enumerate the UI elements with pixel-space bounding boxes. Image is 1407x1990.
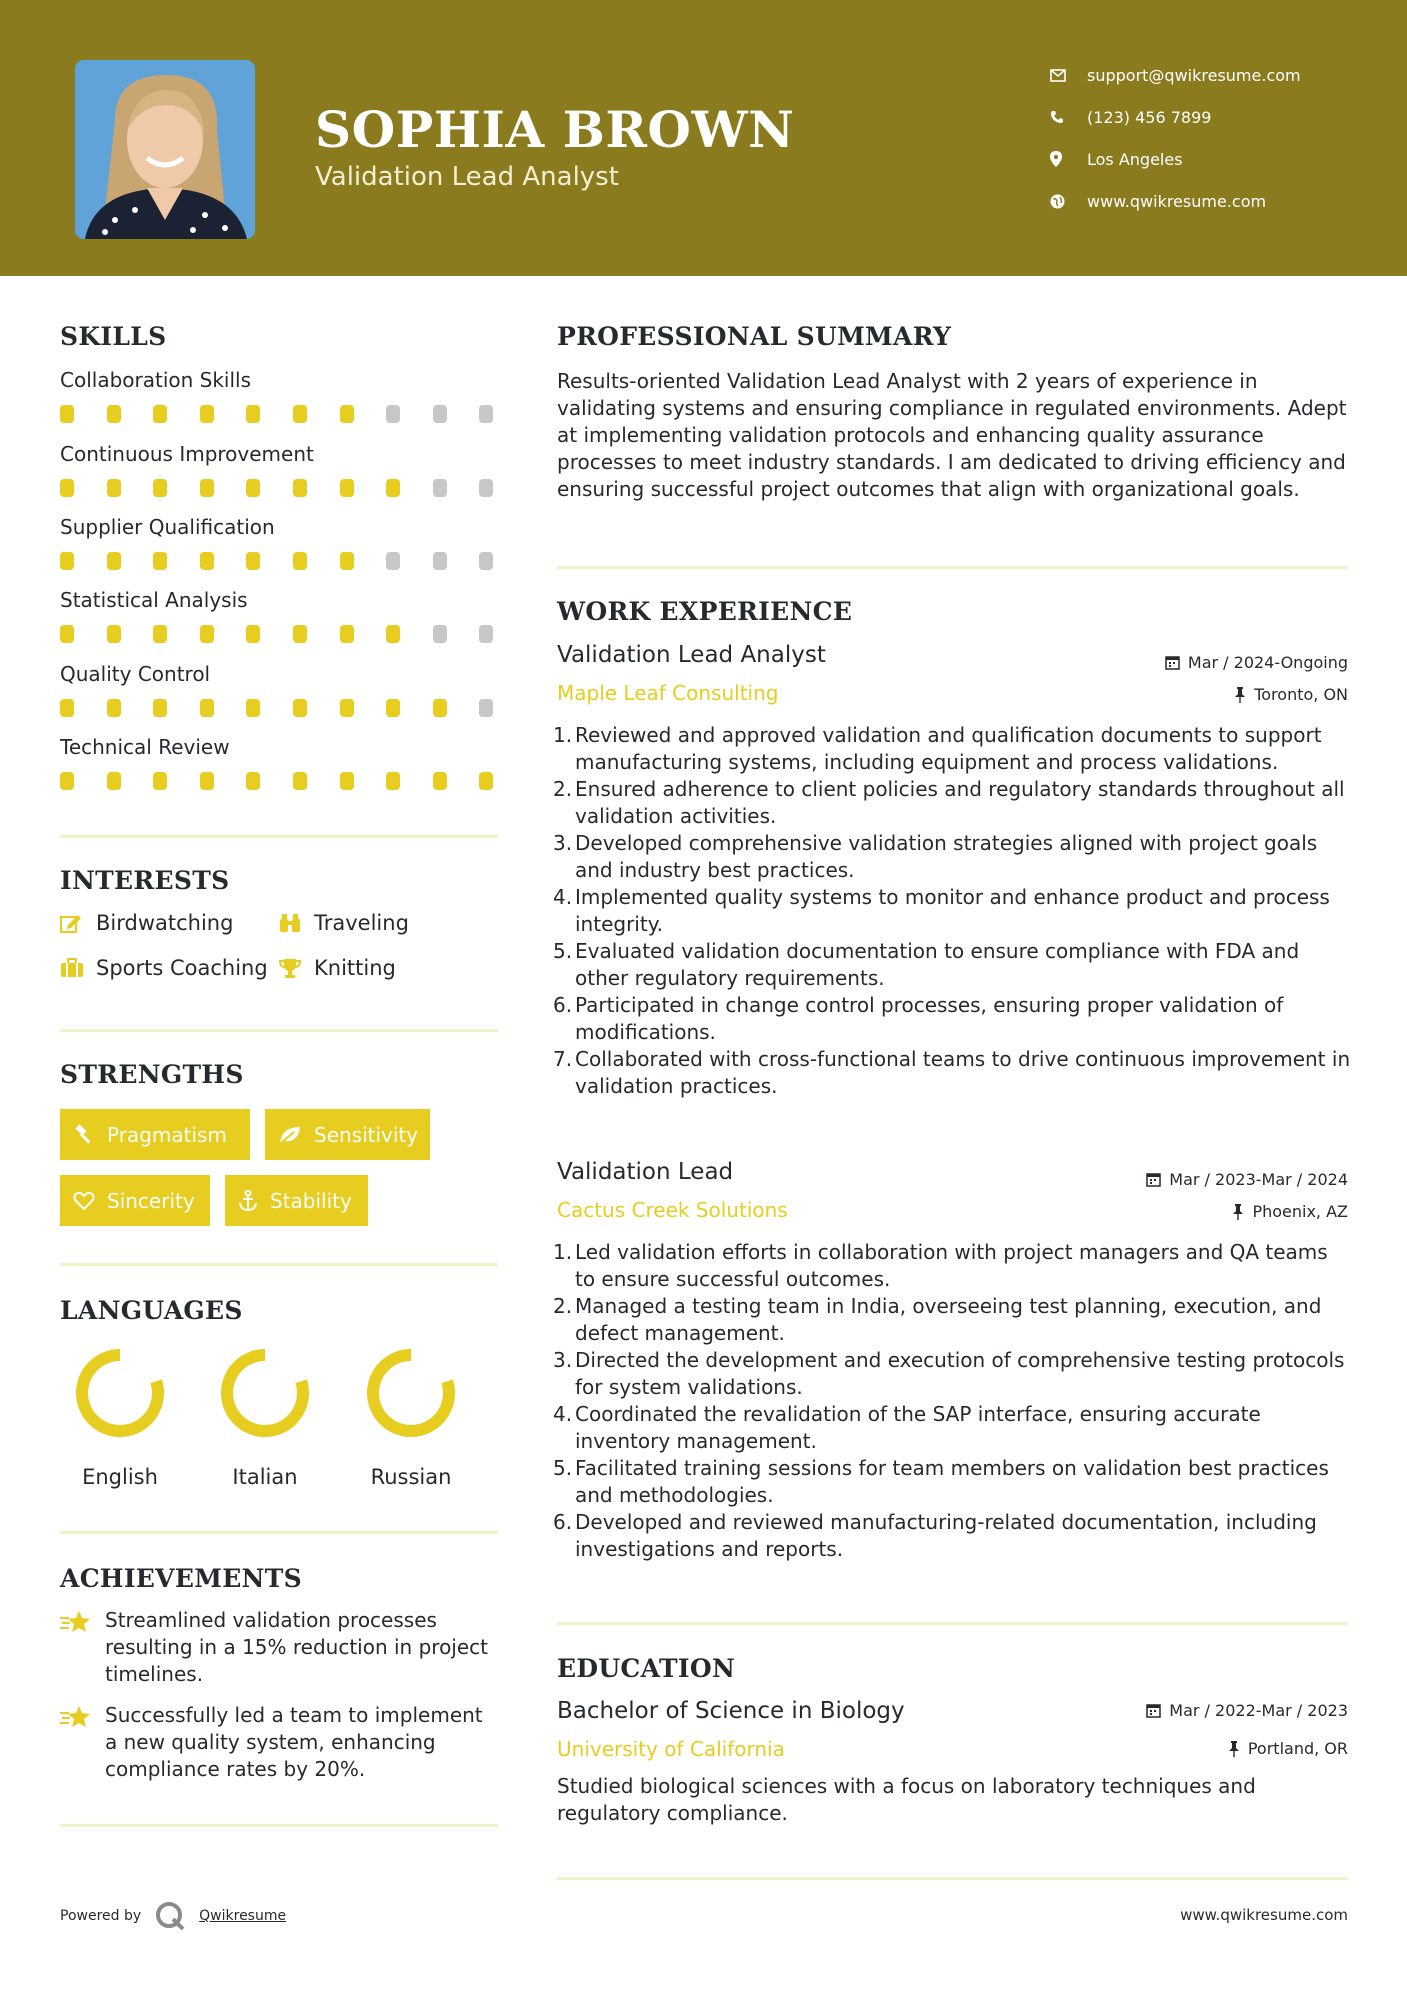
skill-dot-empty: [479, 479, 493, 497]
skill-dot-empty: [433, 552, 447, 570]
education-location: [1228, 1739, 1348, 1758]
section-divider: [60, 1824, 498, 1827]
job-dates-text: Mar / 2023-Mar / 2024: [1169, 1170, 1348, 1189]
language-proficiency-ring: [219, 1347, 311, 1439]
summary-heading: PROFESSIONAL SUMMARY: [557, 322, 952, 351]
calendar-icon: [1165, 655, 1180, 670]
skill-dot-filled: [340, 625, 354, 643]
skill-dot-filled: [107, 699, 121, 717]
company-name: Cactus Creek Solutions: [557, 1198, 788, 1222]
proficiency-arc: [82, 1355, 158, 1431]
skill-dot-filled: [60, 625, 74, 643]
calendar-icon: [1146, 1703, 1161, 1718]
pushpin-icon: [1228, 1741, 1240, 1757]
skill-dot-filled: [340, 479, 354, 497]
skill-dot-empty: [479, 625, 493, 643]
skill-label: Quality Control: [60, 662, 211, 686]
strengths-heading: STRENGTHS: [60, 1060, 244, 1089]
languages-heading: LANGUAGES: [60, 1296, 243, 1325]
skill-dot-filled: [293, 405, 307, 423]
job-dates-text: Mar / 2024-Ongoing: [1187, 653, 1348, 672]
globe-icon: [1050, 192, 1087, 210]
skill-dot-filled: [340, 552, 354, 570]
list-item: 5. Facilitated training sessions for team members on validation best practices and methodologies.: [553, 1456, 1329, 1507]
contact-email[interactable]: [1050, 54, 1301, 96]
degree-title: Bachelor of Science in Biology: [557, 1698, 905, 1724]
language-label: Russian: [370, 1465, 452, 1489]
skill-dot-filled: [200, 405, 214, 423]
proficiency-arc: [227, 1355, 303, 1431]
interest-item: [278, 956, 396, 980]
footer-url[interactable]: www.qwikresume.com: [1180, 1906, 1348, 1924]
skill-dot-filled: [293, 479, 307, 497]
achievement-item: [60, 1607, 500, 1688]
skill-rating: [60, 405, 498, 423]
skill-dot-filled: [340, 405, 354, 423]
skill-dot-filled: [293, 552, 307, 570]
list-item: 1. Reviewed and approved validation and qualification documents to support manufacturing systems, including equipment and process validations.: [553, 723, 1322, 774]
strength-label: Sensitivity: [314, 1122, 419, 1147]
language-proficiency-ring: [365, 1347, 457, 1439]
strength-badge: [225, 1175, 368, 1226]
section-divider: [60, 1263, 498, 1266]
section-divider: [60, 1029, 498, 1032]
section-divider: [60, 1531, 498, 1534]
shooting-star-icon: [60, 1702, 105, 1783]
interest-label: Knitting: [314, 956, 396, 980]
interest-label: Birdwatching: [96, 911, 234, 935]
job-location: [1232, 1202, 1348, 1221]
strength-badge: [60, 1109, 250, 1160]
skill-dot-empty: [433, 405, 447, 423]
skill-rating: [60, 479, 498, 497]
skill-dot-empty: [433, 479, 447, 497]
skill-dot-filled: [200, 699, 214, 717]
skill-label: Collaboration Skills: [60, 368, 252, 392]
gavel-icon: [73, 1124, 95, 1146]
job-location-text: Toronto, ON: [1254, 685, 1348, 704]
job-dates: [1146, 1170, 1348, 1189]
skill-dot-filled: [200, 625, 214, 643]
contact-website[interactable]: [1050, 180, 1301, 222]
resume-header: [0, 0, 1407, 276]
skill-dot-filled: [433, 699, 447, 717]
interest-label: Traveling: [314, 911, 409, 935]
contact-email-text: support@qwikresume.com: [1087, 65, 1301, 85]
skill-label: Continuous Improvement: [60, 442, 314, 466]
skill-dot-filled: [60, 552, 74, 570]
qwikresume-logo-icon: [155, 1901, 185, 1931]
skill-rating: [60, 772, 498, 790]
skill-dot-empty: [479, 552, 493, 570]
skill-dot-filled: [107, 479, 121, 497]
list-item: 2. Managed a testing team in India, overseeing test planning, execution, and defect management.: [553, 1294, 1322, 1345]
skill-dot-filled: [153, 625, 167, 643]
achievement-text: Successfully led a team to implement a new quality system, enhancing compliance rates by 20%.: [105, 1703, 483, 1781]
pushpin-icon: [1232, 1204, 1244, 1220]
skill-dot-filled: [340, 772, 354, 790]
skill-rating: [60, 552, 498, 570]
skill-dot-filled: [60, 772, 74, 790]
education-description: Studied biological sciences with a focus on laboratory techniques and regulatory compliance.: [557, 1774, 1256, 1825]
leaf-icon: [278, 1125, 302, 1145]
skill-dot-empty: [386, 405, 400, 423]
section-divider: [557, 566, 1348, 569]
skill-dot-filled: [433, 772, 447, 790]
strength-label: Stability: [270, 1188, 352, 1213]
briefcase-icon: [60, 958, 96, 978]
skill-dot-filled: [153, 772, 167, 790]
skill-dot-filled: [107, 405, 121, 423]
job-title: Validation Lead Analyst: [557, 642, 826, 668]
skill-dot-filled: [107, 625, 121, 643]
proficiency-arc: [373, 1355, 449, 1431]
language-label: English: [82, 1465, 158, 1489]
profile-photo: [75, 60, 255, 239]
job-title: Validation Lead: [557, 1159, 734, 1185]
pushpin-icon: [1234, 687, 1246, 703]
list-item: 5. Evaluated validation documentation to ensure compliance with FDA and other regulatory requirements.: [553, 939, 1300, 990]
footer-powered-by: [60, 1901, 286, 1931]
list-item: 6. Developed and reviewed manufacturing-related documentation, including investigations and reports.: [553, 1510, 1317, 1561]
skills-heading: SKILLS: [60, 322, 167, 351]
achievement-item: [60, 1702, 500, 1783]
summary-text: Results-oriented Validation Lead Analyst with 2 years of experience in validating systems and ensuring compliance in regulated environments. Adept at implementing validation protocols and enhancing quality assurance processes to meet industry standards. I am dedicated to driving efficiency and ensuring successful project outcomes that align with organizational goals.: [557, 369, 1347, 501]
list-item: 2. Ensured adherence to client policies and regulatory standards throughout all validation activities.: [553, 777, 1345, 828]
brand-link[interactable]: Qwikresume: [199, 1908, 287, 1924]
shooting-star-icon: [60, 1607, 105, 1688]
skill-dot-filled: [246, 772, 260, 790]
heart-icon: [73, 1191, 95, 1211]
skill-rating: [60, 699, 498, 717]
strength-badge: [265, 1109, 430, 1160]
skill-dot-filled: [246, 625, 260, 643]
skill-dot-filled: [107, 772, 121, 790]
school-name: University of California: [557, 1737, 785, 1761]
language-proficiency-ring: [74, 1347, 166, 1439]
skill-dot-filled: [153, 479, 167, 497]
envelope-icon: [1050, 66, 1087, 84]
section-divider: [60, 835, 498, 838]
experience-heading: WORK EXPERIENCE: [557, 597, 853, 626]
skill-dot-filled: [200, 772, 214, 790]
achievements-heading: ACHIEVEMENTS: [60, 1564, 302, 1593]
education-location-text: Portland, OR: [1247, 1739, 1348, 1758]
section-divider: [557, 1622, 1348, 1625]
job-responsibilities: [553, 722, 1353, 1100]
skill-label: Technical Review: [60, 735, 230, 759]
list-item: 1. Led validation efforts in collaboration with project managers and QA teams to ensure successful outcomes.: [553, 1240, 1328, 1291]
contact-phone-text: (123) 456 7899: [1087, 107, 1212, 127]
binoculars-icon: [278, 913, 314, 933]
skill-dot-filled: [293, 625, 307, 643]
skill-dot-filled: [293, 772, 307, 790]
job-responsibilities: [553, 1239, 1353, 1563]
interest-item: [60, 956, 268, 980]
pencil-square-icon: [60, 913, 96, 933]
skill-dot-filled: [246, 552, 260, 570]
skill-dot-filled: [246, 479, 260, 497]
phone-icon: [1050, 108, 1087, 126]
skill-dot-empty: [479, 405, 493, 423]
interests-heading: INTERESTS: [60, 866, 230, 895]
contact-location: [1050, 138, 1301, 180]
skill-dot-filled: [60, 479, 74, 497]
list-item: 4. Coordinated the revalidation of the SAP interface, ensuring accurate inventory management.: [553, 1402, 1261, 1453]
interest-item: [60, 911, 233, 935]
anchor-icon: [238, 1190, 258, 1212]
skill-dot-filled: [386, 479, 400, 497]
skill-dot-empty: [433, 625, 447, 643]
location-pin-icon: [1050, 150, 1087, 168]
skill-dot-filled: [293, 699, 307, 717]
interest-item: [278, 911, 409, 935]
list-item: 6. Participated in change control processes, ensuring proper validation of modifications.: [553, 993, 1284, 1044]
skill-dot-filled: [200, 552, 214, 570]
skill-rating: [60, 625, 498, 643]
skill-label: Statistical Analysis: [60, 588, 248, 612]
contact-location-text: Los Angeles: [1087, 149, 1183, 169]
trophy-icon: [278, 958, 314, 978]
candidate-name: SOPHIA BROWN: [315, 100, 795, 159]
contact-phone[interactable]: [1050, 96, 1301, 138]
skill-dot-filled: [153, 699, 167, 717]
powered-by-label: Powered by: [60, 1908, 142, 1924]
strength-label: Pragmatism: [107, 1122, 227, 1147]
contact-website-text: www.qwikresume.com: [1087, 191, 1267, 211]
skill-dot-filled: [107, 552, 121, 570]
strength-label: Sincerity: [107, 1188, 195, 1213]
list-item: 3. Developed comprehensive validation strategies aligned with project goals and industry best practices.: [553, 831, 1318, 882]
skill-dot-filled: [200, 479, 214, 497]
job-location: [1234, 685, 1348, 704]
list-item: 7. Collaborated with cross-functional teams to drive continuous improvement in validation practices.: [553, 1047, 1351, 1098]
skill-dot-filled: [479, 772, 493, 790]
candidate-title: Validation Lead Analyst: [315, 162, 619, 192]
contact-list: [1050, 54, 1301, 222]
education-heading: EDUCATION: [557, 1654, 736, 1683]
calendar-icon: [1146, 1172, 1161, 1187]
skill-dot-filled: [153, 405, 167, 423]
skill-dot-filled: [246, 405, 260, 423]
skill-dot-empty: [479, 699, 493, 717]
section-divider: [557, 1877, 1348, 1880]
skill-dot-empty: [386, 552, 400, 570]
language-item: [351, 1347, 471, 1489]
skill-dot-filled: [246, 699, 260, 717]
list-item: 3. Directed the development and execution of comprehensive testing protocols for system validations.: [553, 1348, 1345, 1399]
skill-label: Supplier Qualification: [60, 515, 275, 539]
education-dates: [1146, 1701, 1348, 1720]
skill-dot-filled: [60, 699, 74, 717]
skill-dot-filled: [153, 552, 167, 570]
list-item: 4. Implemented quality systems to monitor and enhance product and process integrity.: [553, 885, 1330, 936]
skill-dot-filled: [386, 625, 400, 643]
language-item: [205, 1347, 325, 1489]
education-dates-text: Mar / 2022-Mar / 2023: [1169, 1701, 1348, 1720]
language-item: [60, 1347, 180, 1489]
language-label: Italian: [232, 1465, 298, 1489]
skill-dot-filled: [386, 772, 400, 790]
job-dates: [1165, 653, 1348, 672]
interest-label: Sports Coaching: [96, 956, 268, 980]
strength-badge: [60, 1175, 210, 1226]
skill-dot-filled: [386, 699, 400, 717]
skill-dot-filled: [60, 405, 74, 423]
company-name: Maple Leaf Consulting: [557, 681, 779, 705]
skill-dot-filled: [340, 699, 354, 717]
job-location-text: Phoenix, AZ: [1252, 1202, 1348, 1221]
achievement-text: Streamlined validation processes resulting in a 15% reduction in project timelines.: [105, 1608, 489, 1686]
